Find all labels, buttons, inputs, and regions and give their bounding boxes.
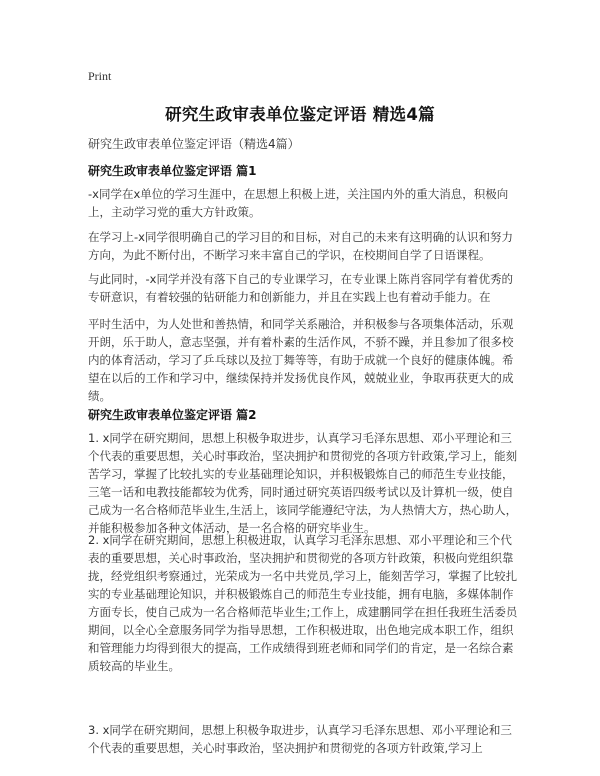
paragraph: 1. x同学在研究期间，思想上积极争取进步，认真学习毛泽东思想、邓小平理论和三个代表的重要思想，关心时事政治，坚决拥护和贯彻党的各项方针政策,学习上，能刻苦学习，掌握了比较扎实的专业基础理论知识，并积极锻炼自己的师范生专业技能，三笔一话和电教技能都较为优秀，同时通过研究英语四级考试以及计算机一级，使自己成为一名合格师范毕业生,生活上，该同学能遵纪守法，为人热情大方，热心助人，并能积极参加各种文体活动，是一名合格的研究毕业生。 xyxy=(88,431,518,535)
paragraph: -x同学在x单位的学习生涯中，在思想上积极上进，关注国内外的重大消息，积极向上，主动学习党的重大方针政策。 xyxy=(88,187,509,219)
paragraph: 2. x同学在研究期间，思想上积极进取，认真学习毛泽东思想、邓小平理论和三个代表的重要思想，关心时事政治，坚决拥护和贯彻党的各项方针政策，积极向党组织靠拢，经党组织考察通过，光荣成为一名中共党员,学习上，能刻苦学习，掌握了比较扎实的专业基础理论知识，并积极锻炼自己的师范生专业技能，拥有电脑，多媒体制作方面专长，使自己成为一名合格师范毕业生;工作上，成建鹏同学在担任我班生活委员期间，以全心全意服务同学为指导思想，工作积极进取，出色地完成本职工作，组织和管理能力均得到很大的提高，工作成绩得到班老师和同学们的肯定，是一名综合素质较高的毕业生。 xyxy=(88,533,518,673)
paragraph: 与此同时，-x同学并没有落下自己的专业课学习，在专业课上陈肖容同学有着优秀的专研意识，有着较强的钻研能力和创新能力，并且在实践上也有着动手能力。在 xyxy=(88,272,513,304)
paragraph: 3. x同学在研究期间，思想上积极争取进步，认真学习毛泽东思想、邓小平理论和三个代表的重要思想，关心时事政治，坚决拥护和贯彻党的各项方针政策,学习上 xyxy=(88,723,512,755)
paragraph: 平时生活中，为人处世和善热情，和同学关系融洽，并积极参与各项集体活动，乐观开朗，乐于助人，意志坚强，并有着朴素的生活作风，不骄不躁，并且参加了很多校内的体育活动，学习了乒乓球以及拉丁舞等等，有助于成就一个良好的健康体魄。希望在以后的工作和学习中，继续保持并发扬优良作风，兢兢业业，争取再获更大的成绩。 xyxy=(88,317,514,403)
document-title: 研究生政审表单位鉴定评语 精选4篇 xyxy=(165,105,435,124)
section-heading-1: 研究生政审表单位鉴定评语 篇1 xyxy=(88,164,257,178)
document-subtitle: 研究生政审表单位鉴定评语（精选4篇） xyxy=(88,137,300,151)
print-label: Print xyxy=(88,69,112,83)
section-heading-2: 研究生政审表单位鉴定评语 篇2 xyxy=(88,408,257,422)
paragraph: 在学习上-x同学很明确自己的学习目的和目标，对自己的未来有这明确的认识和努力方向，为此不断付出，不断学习来丰富自己的学识，在校期间自学了日语课程。 xyxy=(88,230,513,262)
